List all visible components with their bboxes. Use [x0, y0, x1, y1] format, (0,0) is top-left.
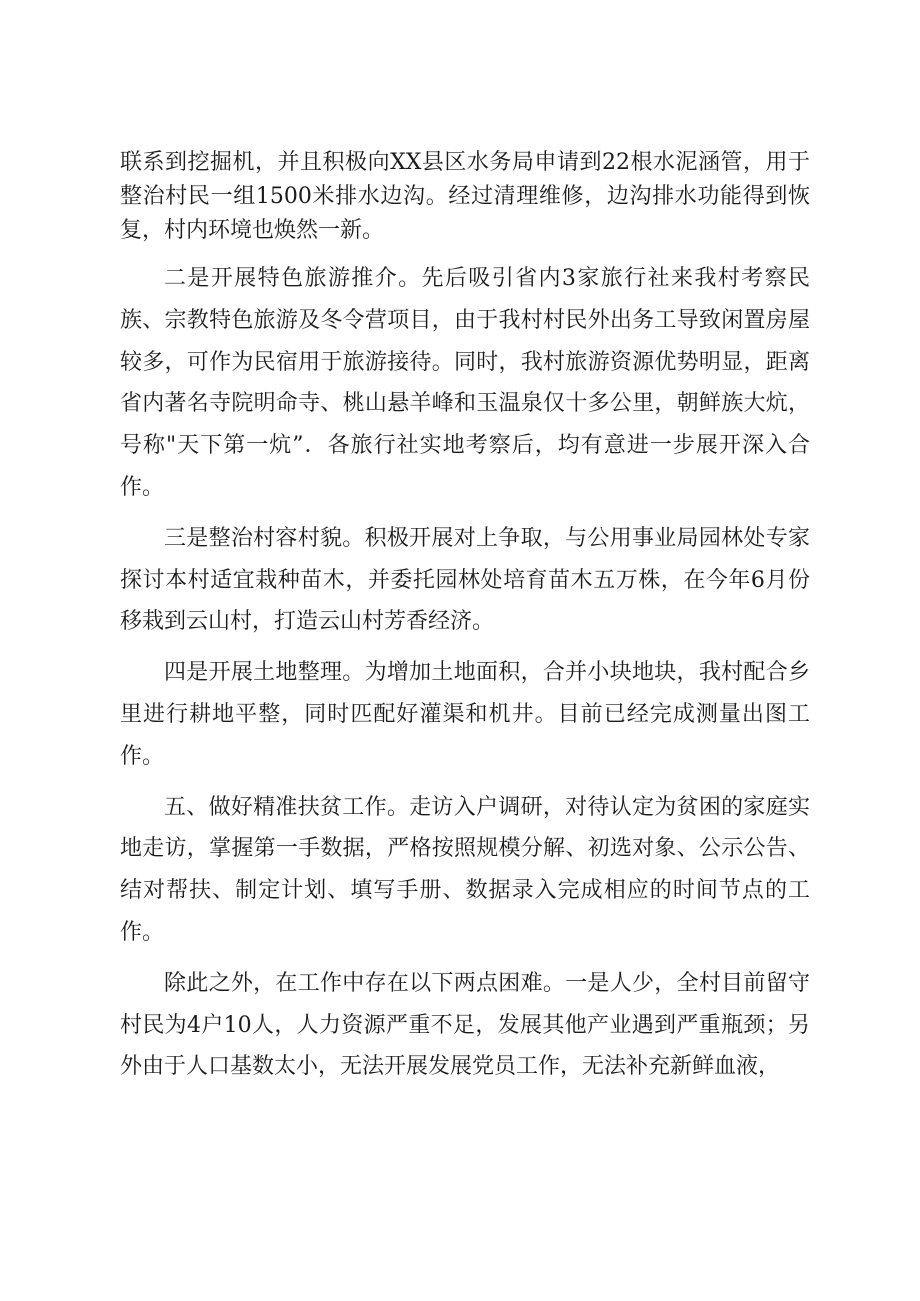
paragraph-land-consolidation: 四是开展土地整理。为增加土地面积，合并小块地块，我村配合乡里进行耕地平整，同时匹配好灌渠和机井。目前已经完成测量出图工作。 [120, 660, 810, 769]
paragraph-drainage-continued: 联系到挖掘机，并且积极向XX县区水务局申请到22根水泥涵管，用于整治村民一组1500米排水边沟。经过清理维修，边沟排水功能得到恢复，村内环境也焕然一新。 [120, 150, 810, 243]
paragraph-village-appearance: 三是整治村容村貌。积极开展对上争取，与公用事业局园林处专家探讨本村适宜栽种苗木，并委托园林处培育苗木五万株，在今年6月份移栽到云山村，打造云山村芳香经济。 [120, 525, 810, 635]
paragraph-poverty-alleviation: 五、做好精准扶贫工作。走访入户调研，对待认定为贫困的家庭实地走访，掌握第一手数据，严格按照规模分解、初选对象、公示公告、结对帮扶、制定计划、填写手册、数据录入完成相应的时间节点的工作。 [120, 794, 810, 945]
paragraph-difficulties: 除此之外，在工作中存在以下两点困难。一是人少，全村目前留守村民为4户10人，人力资源严重不足，发展其他产业遇到严重瓶颈；另外由于人口基数太小，无法开展发展党员工作，无法补充新鲜血液， [120, 970, 810, 1080]
document-body [120, 146, 810, 1097]
paragraph-tourism: 二是开展特色旅游推介。先后吸引省内3家旅行社来我村考察民族、宗教特色旅游及冬令营项目，由于我村村民外出务工导致闲置房屋较多，可作为民宿用于旅游接待。同时，我村旅游资源优势明显，距离省内著名寺院明命寺、桃山悬羊峰和玉温泉仅十多公里，朝鲜族大炕，号称"天下第一炕”．各旅行社实地考察后，均有意进一步展开深入合作。 [120, 266, 810, 500]
